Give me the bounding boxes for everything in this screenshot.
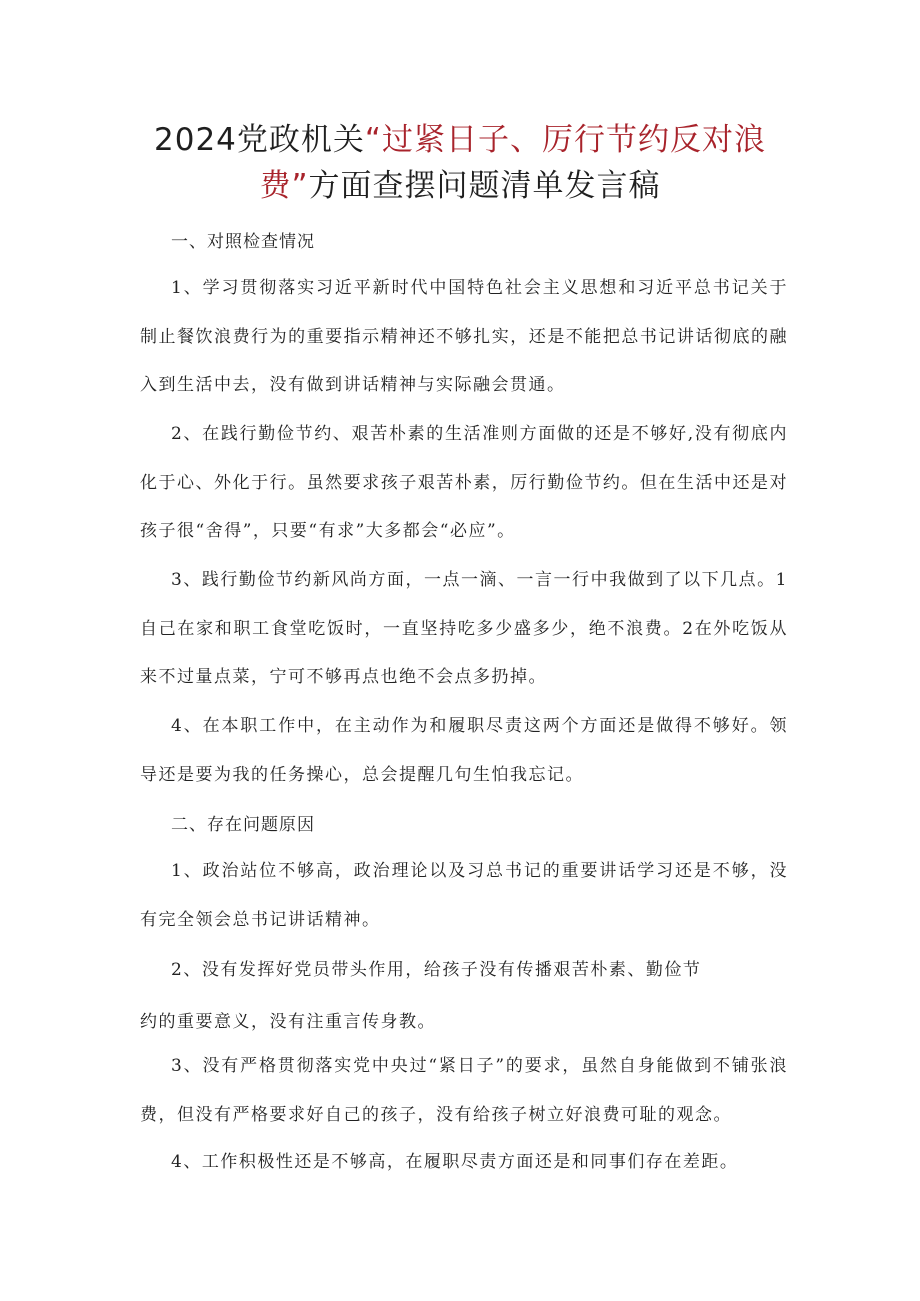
title-highlight: “过紧日子、厉行节约反对浪	[364, 122, 766, 158]
paragraph-2-4: 4、工作积极性还是不够高，在履职尽责方面还是和同事们存在差距。	[171, 1152, 739, 1172]
title-suffix: 方面查摆问题清单发言稿	[308, 168, 661, 204]
section-heading-1: 一、对照检查情况	[171, 232, 315, 252]
paragraph-2-2-line-2: 约的重要意义，没有注重言传身教。	[140, 1012, 436, 1032]
paragraph-2-2-line-1: 2、没有发挥好党员带头作用，给孩子没有传播艰苦朴素、勤俭节	[171, 960, 702, 980]
title-prefix: 2024党政机关	[154, 122, 365, 158]
paragraph-2-1: 1、政治站位不够高，政治理论以及习总书记的重要讲话学习还是不够，没有完全领会总书记讲话精神。	[140, 861, 788, 930]
document-title-line-1	[100, 120, 820, 160]
paragraph-2-3: 3、没有严格贯彻落实党中央过“紧日子”的要求，虽然自身能做到不铺张浪费，但没有严格要求好自己的孩子，没有给孩子树立好浪费可耻的观念。	[140, 1056, 788, 1125]
paragraph-1-1: 1、学习贯彻落实习近平新时代中国特色社会主义思想和习近平总书记关于制止餐饮浪费行为的重要指示精神还不够扎实，还是不能把总书记讲话彻底的融入到生活中去，没有做到讲话精神与实际融会贯通。	[140, 278, 788, 395]
paragraph-1-4: 4、在本职工作中，在主动作为和履职尽责这两个方面还是做得不够好。领导还是要为我的任务操心，总会提醒几句生怕我忘记。	[140, 716, 788, 785]
document-title-line-2	[100, 166, 820, 206]
title-highlight-end: 费”	[259, 168, 309, 204]
paragraph-1-3: 3、践行勤俭节约新风尚方面，一点一滴、一言一行中我做到了以下几点。1自己在家和职工食堂吃饭时，一直坚持吃多少盛多少，绝不浪费。2在外吃饭从来不过量点菜，宁可不够再点也绝不会点多扔掉。	[140, 570, 788, 687]
paragraph-1-2: 2、在践行勤俭节约、艰苦朴素的生活准则方面做的还是不够好,没有彻底内化于心、外化于行。虽然要求孩子艰苦朴素，厉行勤俭节约。但在生活中还是对孩子很“舍得”，只要“有求”大多都会“必应”。	[140, 424, 788, 541]
section-heading-2: 二、存在问题原因	[171, 815, 315, 835]
